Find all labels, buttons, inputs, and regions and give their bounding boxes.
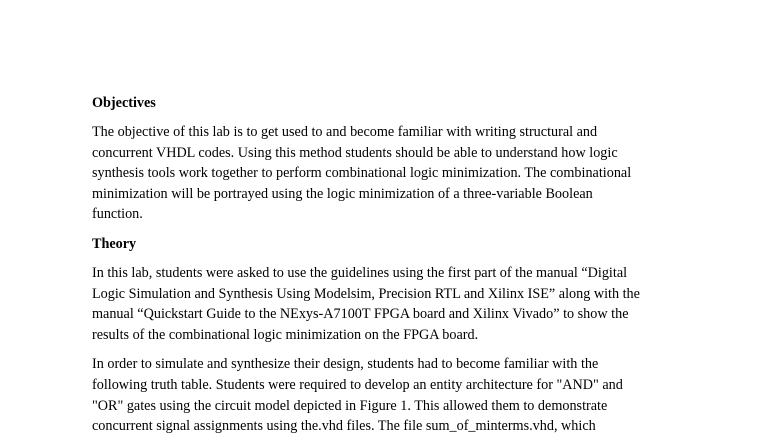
text-line: following truth table. Students were required to develop an entity architecture for "AND" and <box>92 376 623 393</box>
paragraph-theory-1 <box>92 263 702 345</box>
text-line: manual “Quickstart Guide to the NExys-A7100T FPGA board and Xilinx Vivado” to show the <box>92 306 629 323</box>
text-line: synthesis tools work together to perform combinational logic minimization. The combinational <box>92 165 632 182</box>
text-line: In order to simulate and synthesize their design, students had to become familiar with the <box>92 356 599 373</box>
text-line: results of the combinational logic minimization on the FPGA board. <box>92 326 479 343</box>
text-line: Logic Simulation and Synthesis Using Modelsim, Precision RTL and Xilinx ISE” along with the <box>92 285 640 302</box>
text-line: concurrent signal assignments using the.vhd files. The file sum_of_minterms.vhd, which <box>92 418 596 435</box>
document-body <box>92 93 702 446</box>
text-line: "OR" gates using the circuit model depicted in Figure 1. This allowed them to demonstrate <box>92 397 608 414</box>
section-heading-objectives: Objectives <box>92 95 156 111</box>
text-line: function. <box>92 206 143 223</box>
text-line: concurrent VHDL codes. Using this method students should be able to understand how logic <box>92 144 618 161</box>
text-line: In this lab, students were asked to use the guidelines using the first part of the manual “Digital <box>92 264 628 281</box>
paragraph-theory-2 <box>92 354 702 436</box>
section-heading-theory: Theory <box>92 235 137 252</box>
text-line: The objective of this lab is to get used to and become familiar with writing structural and <box>92 124 598 140</box>
paragraph-objectives <box>92 122 702 225</box>
text-line: minimization will be portrayed using the logic minimization of a three-variable Boolean <box>92 185 593 202</box>
